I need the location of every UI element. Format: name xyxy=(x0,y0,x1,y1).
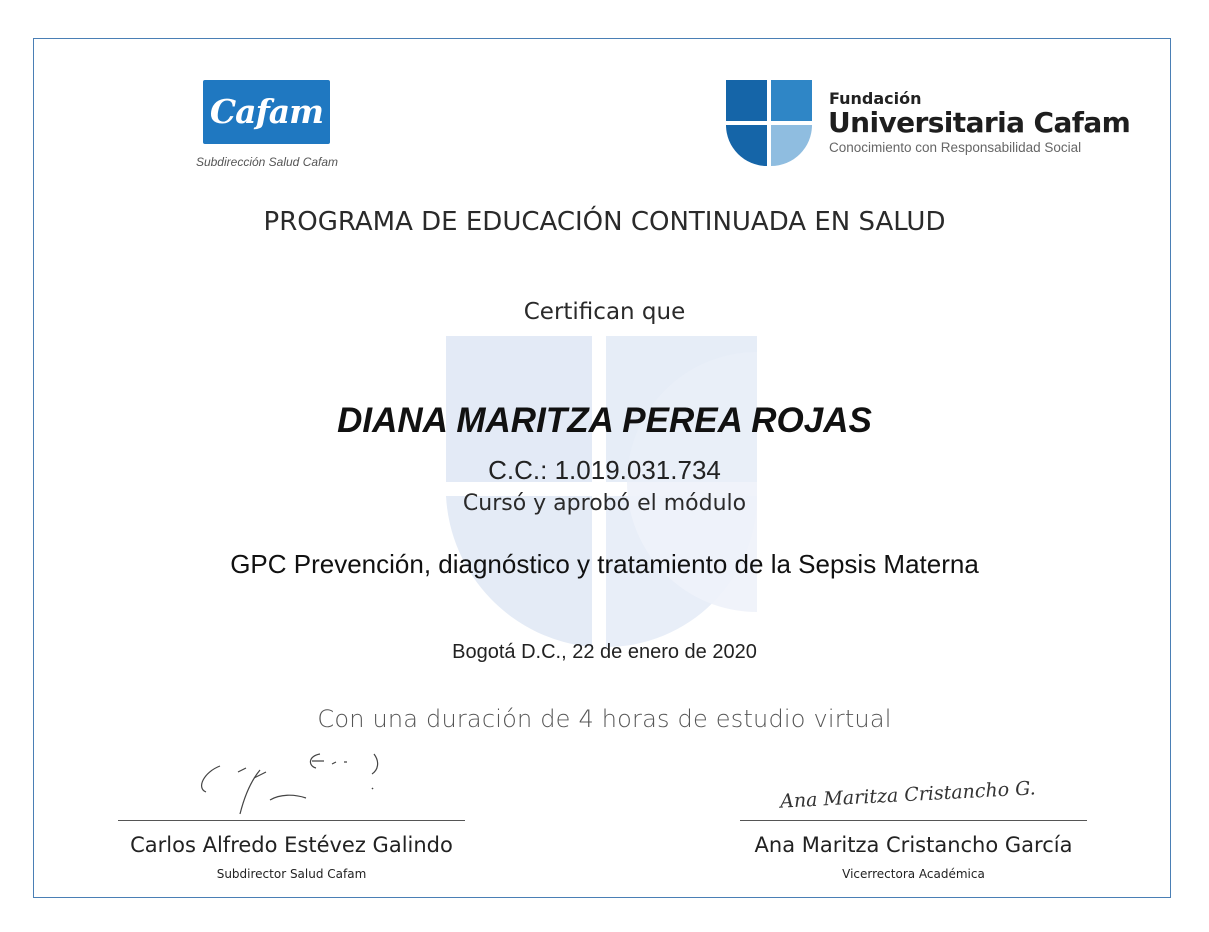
place-date: Bogotá D.C., 22 de enero de 2020 xyxy=(452,641,757,663)
id-number: C.C.: 1.019.031.734 xyxy=(488,455,721,485)
signatory-right-role: Vicerrectora Académica xyxy=(842,867,985,881)
certify-text: Certifican que xyxy=(523,299,686,325)
cafam-subtitle: Subdirección Salud Cafam xyxy=(195,155,339,169)
module-name: GPC Prevención, diagnóstico y tratamiento de la Sepsis Materna xyxy=(230,549,979,579)
fundacion-logo-emblem xyxy=(726,80,812,166)
signature-left-scribble xyxy=(190,748,390,820)
signatory-left-name: Carlos Alfredo Estévez Galindo xyxy=(130,833,453,857)
signatory-right-name: Ana Maritza Cristancho García xyxy=(754,833,1073,857)
recipient-name: DIANA MARITZA PEREA ROJAS xyxy=(337,401,872,440)
duration-text: Con una duración de 4 horas de estudio virtual xyxy=(317,705,892,733)
signatory-left-role: Subdirector Salud Cafam xyxy=(216,867,367,881)
cafam-wordmark: Cafam xyxy=(209,92,324,131)
cafam-logo xyxy=(203,80,330,144)
signature-line-left xyxy=(118,820,465,821)
fundacion-line2: Universitaria Cafam xyxy=(828,106,1131,139)
signature-right-script: Ana Maritza Cristancho G. xyxy=(779,777,1037,813)
fundacion-tagline: Conocimiento con Responsabilidad Social xyxy=(829,140,1082,155)
completion-text: Cursó y aprobó el módulo xyxy=(462,491,747,516)
signature-line-right xyxy=(740,820,1087,821)
program-title: PROGRAMA DE EDUCACIÓN CONTINUADA EN SALUD xyxy=(263,207,946,237)
fundacion-line1: Fundación xyxy=(829,89,922,108)
